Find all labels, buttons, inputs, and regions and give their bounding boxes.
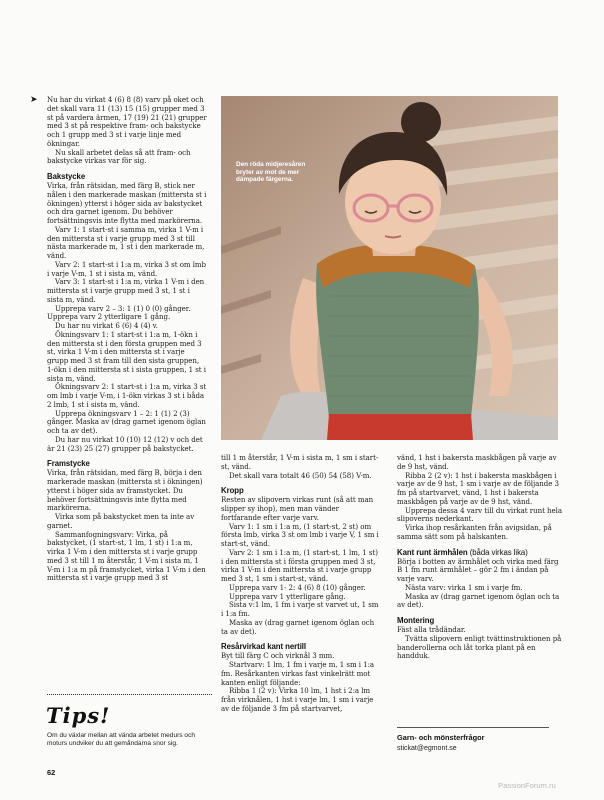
- bakstycke-paragraph: Varv 2: 1 start-st i 1:a m, virka 3 st om lmb i varje V-m, 1 st i sista m, vänd.: [47, 259, 207, 278]
- armhal-paragraph: Maska av (drag garnet igenom öglan och ta av det).: [397, 591, 560, 610]
- armhal-heading: [397, 548, 562, 557]
- bakstycke-paragraph: Upprepa ökningsvarv 1 – 2: 1 (1) 2 (3) gånger. Maska av (drag garnet igenom öglan och ta av det).: [47, 408, 206, 435]
- kropp-paragraph: Varv 1: 1 sm i 1:a m, (1 start-st, 2 st) om första lmb, virka 3 st om lmb i varje V, 1 sm i start-st, vänd.: [221, 521, 379, 548]
- armhal-heading-suffix: (båda virkas lika): [469, 547, 528, 557]
- armhal-heading-title: Kant runt ärmhålen: [397, 547, 468, 557]
- bakstycke-paragraph: Upprepa varv 2 – 3: 1 (1) 0 (0) gånger. Upprepa varv 2 ytterligare 1 gång.: [47, 303, 191, 322]
- bakstycke-paragraph: Virka, från rätsidan, med färg B, stick ner nålen i den markerade maskan (mittersta st i ökningen) ytterst i höger sida av bakstycket och dra garnet igenom. Du behöver fortsättningsvis inte flytta med markörerna.: [47, 181, 207, 225]
- montering-paragraph: Tvätta slipovern enligt tvättinstruktionen på banderollerna och låt torka plant på en handduk.: [397, 633, 562, 661]
- page-number: 62: [47, 768, 56, 777]
- kropp-paragraph: Upprepa varv 1- 2: 4 (6) 8 (10) gånger.: [229, 582, 366, 592]
- contact-divider: [397, 727, 549, 728]
- bakstycke-paragraph: Du har nu virkat 6 (6) 4 (4) v.: [55, 321, 158, 330]
- armhal-paragraph: Börja i botten av ärmhålet och virka med färg B 1 fm runt ärmhålet – gör 2 fm i ändan på varje varv.: [397, 556, 559, 583]
- resar-paragraph: Byt till färg C och virknål 3 mm.: [221, 651, 335, 661]
- kropp-paragraph: Varv 2: 1 sm i 1:a m, (1 start-st, 1 lm, 1 st) i den mittersta st i första gruppen med 3 st, virka 1 V-m i den mittersta st i varje grupp med 3 st, 1 sm i start-st, vänd.: [221, 547, 378, 583]
- contact-heading: Garn- och mönsterfrågor: [397, 733, 485, 742]
- framstycke-paragraph: Virka som på bakstycket men ta inte av garnet.: [47, 512, 195, 530]
- kropp-paragraph: Resten av slipovern virkas runt (så att man slipper sy ihop), men man vänder fortfarande efter varje varv.: [221, 495, 374, 522]
- montering-paragraph: Fäst alla trådändar.: [397, 625, 466, 634]
- continued-paragraph: vänd, 1 hst i bakersta maskbågen på varje av de 9 hst, vänd.: [397, 453, 557, 471]
- montering-heading: Montering: [397, 616, 435, 625]
- dotted-divider: [47, 694, 212, 697]
- arrow-right-icon: ➤: [30, 95, 38, 105]
- bakstycke-paragraph: Du har nu virkat 10 (10) 12 (12) v och det är 21 (23) 25 (27) grupper på bakstycket.: [47, 434, 203, 453]
- continued-paragraph: till 1 m återstår, 1 V-m i sista m, 1 sm i start-st, vänd.: [221, 453, 379, 471]
- framstycke-heading: Framstycke: [47, 459, 90, 469]
- framstycke-paragraph: Virka, från rätsidan, med färg B, börja i den markerade maskan (mittersta st i ökningen) ytterst i höger sida av framstycket. Du behöver fortsättningsvis inte flytta med markörerna.: [47, 468, 203, 513]
- resar-paragraph: Startvarv: 1 lm, 1 fm i varje m, 1 sm i 1:a fm. Resårkanten virkas fast vinkelrätt mot kanten enligt följande:: [221, 660, 375, 687]
- intro-paragraph: Nu har du virkat 4 (6) 8 (8) varv på oket och det skall vara 11 (13) 15 (15) grupper med 3 st på vardera ärmen, 17 (19) 21 (21) grupper med 3 st på respektive fram- och bakstycke och 1 grupp med 3 st i varje linje med ökningar.: [47, 95, 207, 148]
- continued-paragraph: Virka ihop resårkanten från avigsidan, på samma sätt som på halskanten.: [397, 523, 552, 541]
- tips-title: Tips!: [46, 703, 111, 728]
- continued-paragraph: Det skall vara totalt 46 (50) 54 (58) V-m.: [229, 470, 372, 480]
- kropp-paragraph: Maska av (drag garnet igenom öglan och ta av det).: [221, 617, 375, 636]
- armhal-paragraph: Nästa varv: virka 1 sm i varje fm.: [405, 582, 523, 592]
- bakstycke-paragraph: Ökningsvarv 1: 1 start-st i 1:a m, 1-ökn i den mittersta st i den första gruppen med 3 st, virka 1 V-m i den mittersta st i varje grupp med 3 st fram till den sista gruppen, 1-ökn i den mittersta st i sista gruppen, 1 st i sista m, vänd.: [47, 329, 206, 383]
- photo-caption: Den röda midjeresåren bryter av mot de mer dämpade färgerna.: [236, 161, 306, 184]
- bakstycke-paragraph: Ökningsvarv 2: 1 start-st i 1:a m, virka 3 st om lmb i varje V-m, i 1-ökn virkas 3 st i båda 2 lmb, 1 st i sista m, vänd.: [47, 382, 207, 409]
- continued-paragraph: Upprepa dessa 4 varv till du virkat runt hela slipoverns nederkant.: [397, 505, 563, 524]
- continued-paragraph: Ribba 2 (2 v): 1 hst i bakersta maskbågen i varje av de 9 hst, 1 sm i varje av de följande 3 fm på startvarvet, vänd, 1 hst i bakersta maskbågen på varje av de 9 hst, vänd.: [397, 470, 559, 506]
- kropp-paragraph: Upprepa varv 1 ytterligare gång.: [229, 591, 346, 601]
- watermark: PassionForum.ru: [498, 781, 556, 790]
- resar-paragraph: Ribba 1 (2 v): Virka 10 lm, 1 hst i 2:a lm från virknålen, 1 hst i varje lm, 1 sm i varje av de följande 3 fm på startvarvet,: [221, 686, 374, 713]
- contact-email: stickat@egmont.se: [397, 745, 457, 752]
- column-3: [397, 454, 562, 661]
- resar-heading: Resårvirkad kant nertill: [221, 642, 307, 652]
- kropp-paragraph: Sista v:1 lm, 1 fm i varje st varvet ut, 1 sm i 1:a fm.: [221, 600, 379, 618]
- child-photo: [221, 96, 558, 440]
- tips-text: Om du växlar mellan att vända arbetet medurs och moturs undviker du att gemåndarna snor sig.: [47, 732, 196, 748]
- column-2: [221, 454, 381, 714]
- bakstycke-heading: Bakstycke: [47, 172, 86, 181]
- framstycke-paragraph: Sammanfogningsvarv: Virka, på bakstycket, (1 start-st, 1 lm, 1 st) i 1:a m, virka 1 V-m i den mittersta st i varje grupp med 3 st till 1 m återstår, 1 V-m i sista m, 1 V-m i 1:a m på framstycket, virka 1 V-m i den mittersta st i varje grupp med 3 st: [47, 529, 206, 583]
- kropp-heading: Kropp: [221, 486, 244, 496]
- bakstycke-paragraph: Varv 3: 1 start-st i 1:a m, virka 1 V-m i den mittersta st i varje grupp med 3 st, 1 st i sista m, vänd.: [47, 277, 205, 304]
- column-1: [47, 96, 207, 583]
- intro-paragraph: Nu skall arbetet delas så att fram- och bakstycke virkas var för sig.: [47, 147, 191, 166]
- bakstycke-paragraph: Varv 1: 1 start-st i samma m, virka 1 V-m i den mittersta st i varje grupp med 3 st till nästa markerade m, 1 st i den markerade m, vänd.: [47, 224, 205, 260]
